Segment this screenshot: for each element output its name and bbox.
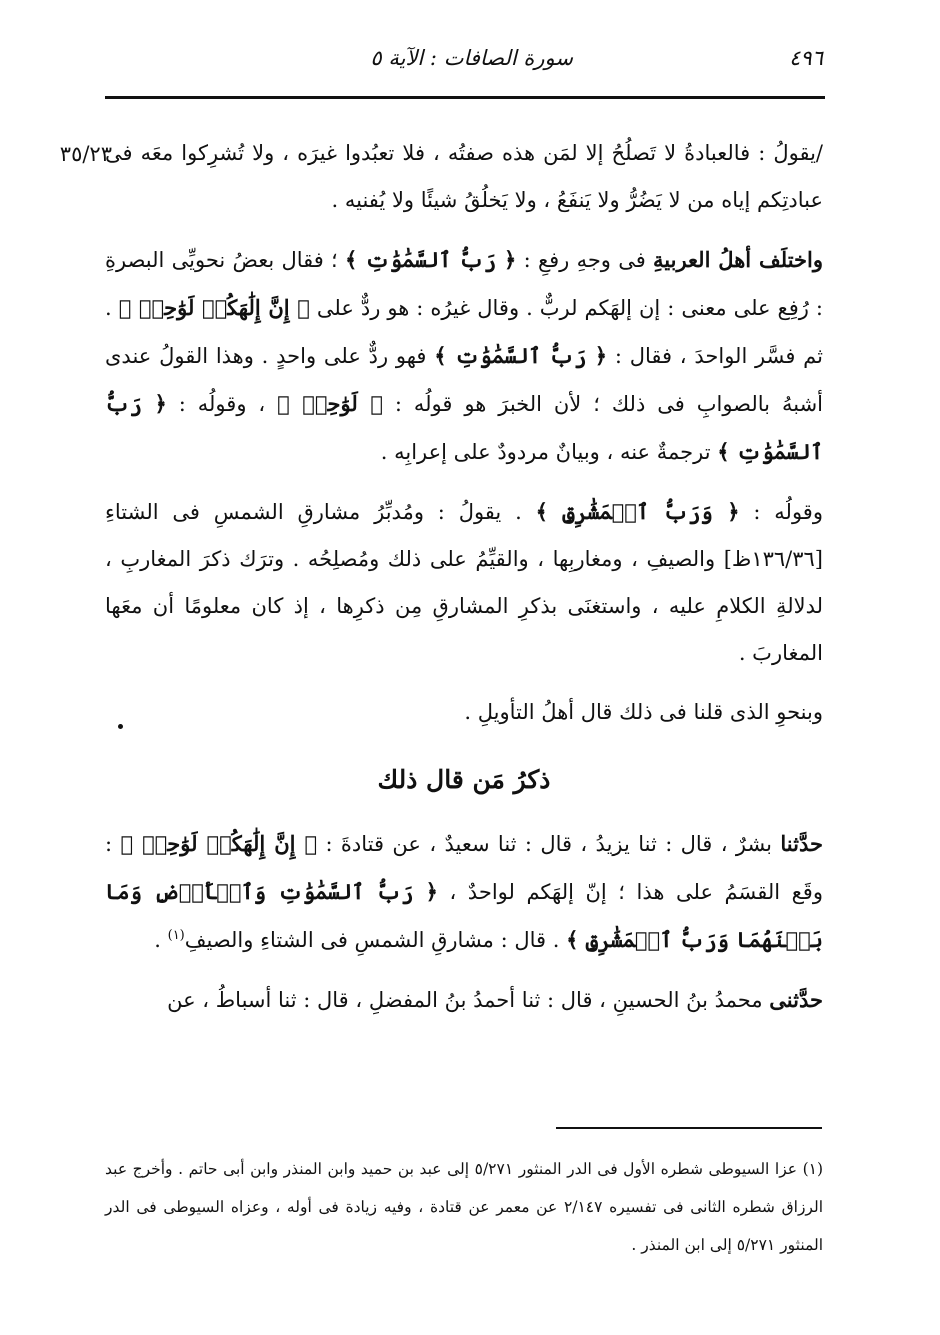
text-run: ، وقولُه : [166, 392, 278, 416]
section-heading: ذكرُ مَن قال ذلك [377, 765, 551, 794]
bullet-mark [118, 724, 123, 729]
quran-quote: ﴿ رَبُّ ٱلسَّمَٰوَٰتِ وَٱلۡأَرۡضِ وَمَا بَيۡنَهُمَا وَرَبُّ ٱلۡمَشَٰرِقِ ﴾ [105, 879, 823, 952]
manuscript-reference: [١٣٦/٣٦ظ] [723, 547, 823, 571]
quran-quote: ﴿ وَرَبُّ ٱلۡمَشَٰرِقِ ﴾ [535, 499, 740, 524]
text-run: والصيفِ ، ومغاربِها ، والقيِّمُ على ذلك ومُصلِحُه . وترَك ذكرَ المغاربِ ، لدلالةِ الكلامِ عليه ، واستغنَى بذكرِ المشارقِ مِن ذكرِها ، إذ كان معلومًا أن معَها المغاربَ . [105, 547, 823, 665]
quran-quote: ﴿ إِنَّ إِلَٰهَكُمۡ لَوَٰحِدٞ ﴾ [118, 295, 310, 320]
bold-lead: واختلَف أهلُ العربيةِ [653, 247, 824, 272]
main-text [105, 130, 823, 1036]
page-number: ٤٩٦ [789, 46, 823, 70]
text-run: . [154, 928, 168, 952]
text-run: محمدُ بنُ الحسينِ ، قال : ثنا أحمدُ بنُ المفضلِ ، قال : ثنا أسباطُ ، عن [167, 988, 770, 1012]
paragraph-2 [105, 236, 823, 476]
footnote-rule [556, 1127, 822, 1129]
text-run: ترجمةٌ عنه ، وبيانٌ مردودٌ على إعرابِه . [380, 440, 718, 464]
footnote-marker: (١) [167, 928, 185, 943]
quran-quote: ﴿ إِنَّ إِلَٰهَكُمۡ لَوَٰحِدٞ ﴾ [120, 831, 318, 856]
page-header [105, 42, 823, 76]
bold-lead: حدَّثنا [780, 831, 823, 856]
text-run: . ثم فسَّر الواحدَ ، فقال : [105, 296, 824, 368]
paragraph-1: /يقولُ : فالعبادةُ لا تَصلُحُ إلا لمَن هذه صفتُه ، فلا تعبُدوا غيرَه ، ولا تُشرِكوا معَه فى عبادتِكم إياه من لا يَضُرُّ ولا يَنفَعُ ، ولا يَخلُقُ شيئًا ولا يُفنيه . [105, 141, 823, 212]
paragraph-5 [105, 820, 823, 964]
quran-quote: ﴿ رَبُّ ٱلسَّمَٰوَٰتِ ﴾ [105, 391, 823, 464]
text-run: : وقَع القسَمُ على هذا ؛ إنّ إلهَكم لواحدٌ ، [105, 832, 823, 904]
paragraph-6 [105, 976, 823, 1024]
text-run: فهو ردٌّ على واحدٍ . وهذا القولُ عندى أشبهُ بالصوابِ فى ذلك ؛ لأن الخبرَ هو قولُه : [105, 344, 823, 416]
running-title: سورة الصافات : الآية ٥ [370, 46, 573, 70]
text-run: ؛ فقال بعضُ نحويِّى البصرةِ : رُفِع على معنى : إن إلهَكم لربٌّ . وقال غيرُه : هو ردٌّ على [105, 248, 823, 320]
header-rule [105, 96, 825, 99]
text-run: فى وجهِ رفعِ : [516, 248, 654, 272]
quran-quote: ﴿ لَوَٰحِدٞ ﴾ [277, 391, 383, 416]
footnote: (١) عزا السيوطى شطره الأول فى الدر المنثور ٥/٢٧١ إلى عبد بن حميد وابن المنذر وابن أبى حاتم . وأخرج عبد الرزاق شطره الثانى فى تفسيره ٢/١٤٧ عن معمر عن قتادة ، وفيه زيادة فى أوله ، وعزاه السيوطى فى الدر المنثور ٥/٢٧١ إلى ابن المنذر . [105, 1160, 824, 1254]
text-run: . يقولُ : ومُدبِّرُ مشارقِ الشمسِ فى الشتاءِ [105, 500, 536, 524]
quran-quote: ﴿ رَبُّ ٱلسَّمَٰوَٰتِ ﴾ [434, 343, 608, 368]
margin-reference: ٣٥/٢٣ [59, 142, 112, 166]
quran-quote: ﴿ رَبُّ ٱلسَّمَٰوَٰتِ ﴾ [344, 247, 517, 272]
paragraph-3 [105, 488, 823, 677]
text-run: وقولُه : [739, 500, 823, 524]
text-run: بشرٌ ، قال : ثنا يزيدُ ، قال : ثنا سعيدٌ ، عن قتادةَ : [317, 832, 781, 856]
bold-lead: حدَّثنى [769, 987, 823, 1012]
text-run: . قال : مشارقِ الشمسِ فى الشتاءِ والصيفِ [184, 928, 567, 952]
paragraph-4: وبنحوِ الذى قلنا فى ذلك قال أهلُ التأويلِ . [464, 700, 823, 724]
